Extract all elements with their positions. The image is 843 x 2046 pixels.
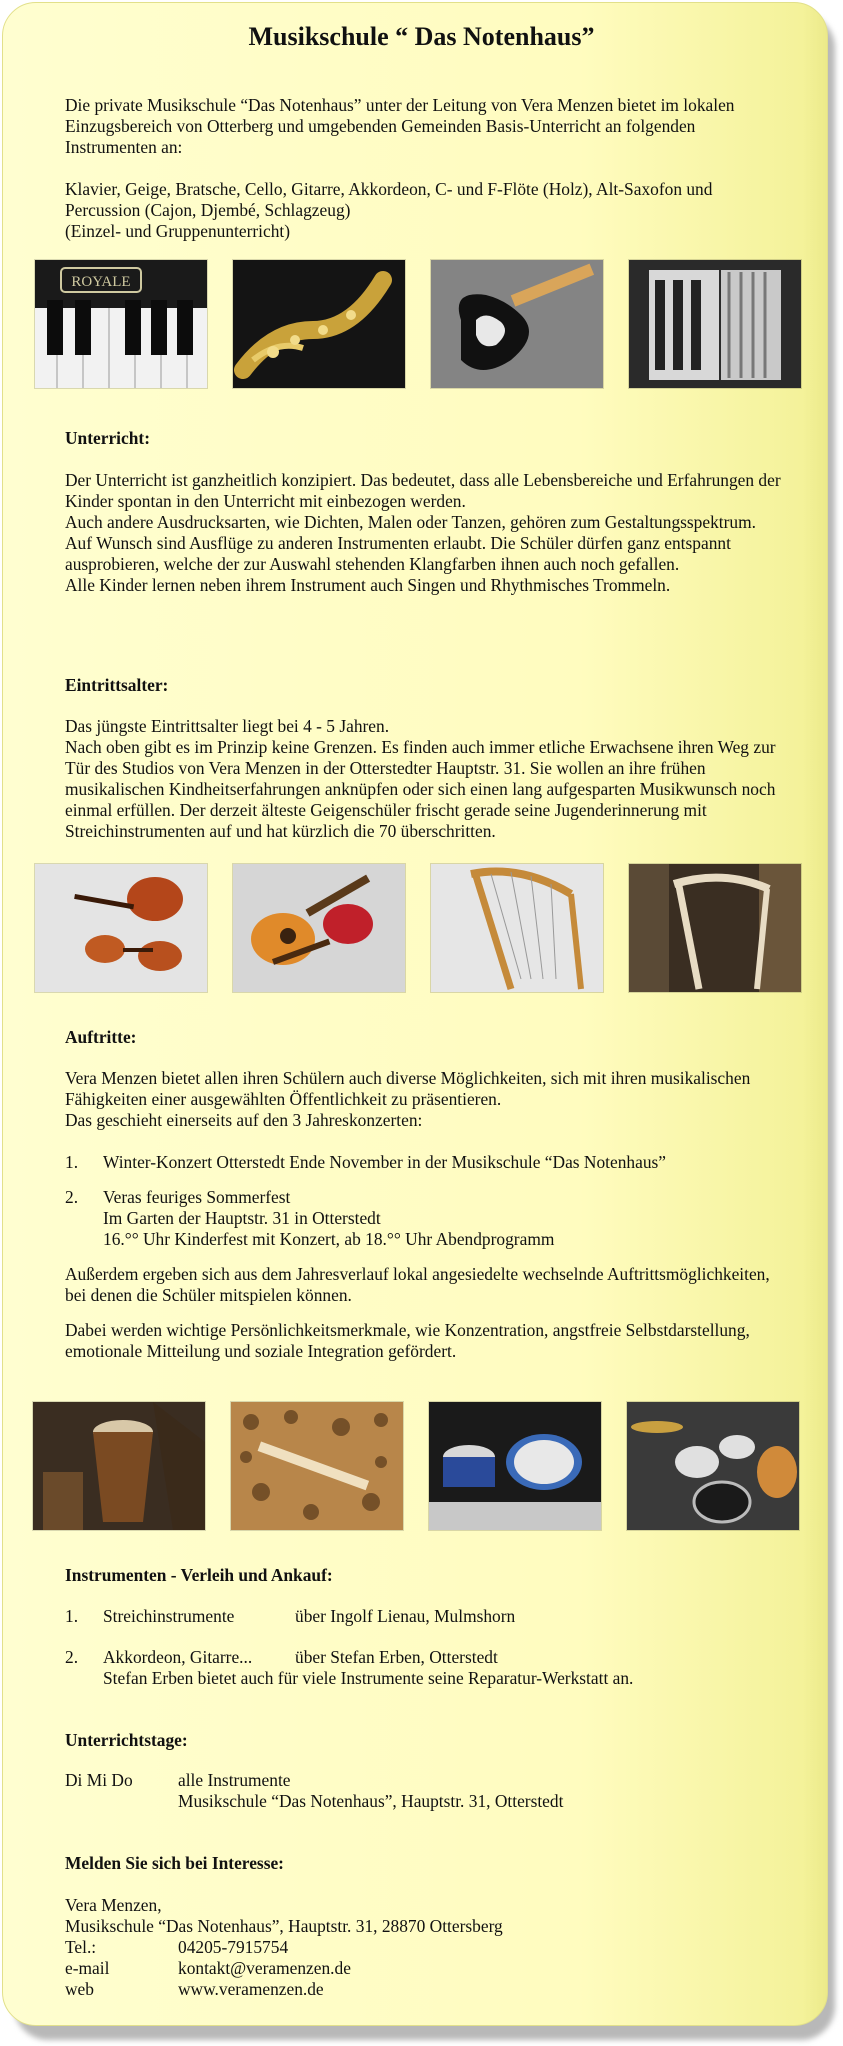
auftritte-additional: Außerdem ergeben sich aus dem Jahresverlauf lokal angesiedelte wechselnde Auftrittsmöglichkeiten, bei denen die Schüler mitspielen können. — [65, 1264, 770, 1305]
unterricht-line-4: Alle Kinder lernen neben ihrem Instrument auch Singen und Rhythmisches Trommeln. — [65, 575, 671, 595]
contact-name: Vera Menzen, — [65, 1895, 162, 1915]
page-title: Musikschule “ Das Notenhaus” — [248, 22, 595, 51]
verleih-item-2-note: Stefan Erben bietet auch für viele Instrumente seine Reparatur-Werkstatt an. — [103, 1668, 634, 1688]
verleih-item-2-contact: über Stefan Erben, Otterstedt — [295, 1647, 498, 1667]
lesson-instruments: alle Instrumente — [178, 1770, 291, 1790]
unterricht-text — [65, 470, 785, 596]
heading-kontakt: Melden Sie sich bei Interesse: — [65, 1853, 284, 1873]
contact-email-link[interactable]: kontakt@veramenzen.de — [178, 1958, 351, 1978]
instrument-list: Klavier, Geige, Bratsche, Cello, Gitarre, Akkordeon, C- und F-Flöte (Holz), Alt-Saxofon und Percussion (Cajon, Djembé, Schlagzeug) — [65, 179, 713, 220]
photo-saxophone — [233, 260, 405, 388]
verleih-item-1 — [65, 1606, 785, 1627]
verleih-item-2 — [65, 1647, 785, 1689]
photo-accordion — [629, 260, 801, 388]
intro-section — [65, 95, 785, 242]
auftritte-text — [65, 1068, 785, 1362]
auftritte-intro: Vera Menzen bietet allen ihren Schülern auch diverse Möglichkeiten, sich mit ihren musikalischen Fähigkeiten einer ausgewählten Öffentlichkeit zu präsentieren. — [65, 1068, 751, 1109]
concert-item-2-times: 16.°° Uhr Kinderfest mit Konzert, ab 18.°° Uhr Abendprogramm — [103, 1229, 555, 1249]
concert-item-1-text: Winter-Konzert Otterstedt Ende November in der Musikschule “Das Notenhaus” — [103, 1152, 667, 1172]
verleih-item-1-instruments: Streichinstrumente — [103, 1606, 235, 1626]
intro-paragraph: Die private Musikschule “Das Notenhaus” unter der Leitung von Vera Menzen bietet im lokalen Einzugsbereich von Otterberg und umgebenden Gemeinden Basis-Unterricht an folgenden Instrumenten an: — [65, 95, 735, 157]
verleih-item-1-number: 1. — [65, 1606, 79, 1626]
auftritte-benefits: Dabei werden wichtige Persönlichkeitsmerkmale, wie Konzentration, angstfreie Selbstdarstellung, emotionale Mitteilung und soziale Integration gefördert. — [65, 1320, 750, 1361]
heading-auftritte: Auftritte: — [65, 1027, 137, 1047]
concert-item-2-title: Veras feuriges Sommerfest — [103, 1187, 291, 1207]
photo-piano — [35, 260, 207, 388]
unterricht-line-1: Der Unterricht ist ganzheitlich konzipiert. Das bedeutet, dass alle Lebensbereiche und Erfahrungen der Kinder spontan in den Unterricht mit einbezogen werden. — [65, 470, 781, 511]
unterricht-line-3: Auf Wunsch sind Ausflüge zu anderen Instrumenten erlaubt. Die Schüler dürfen ganz entspannt ausprobieren, welche der zur Auswahl stehenden Klangfarben ihnen auch noch gefallen. — [65, 533, 731, 574]
concert-item-2-location: Im Garten der Hauptstr. 31 in Otterstedt — [103, 1208, 381, 1228]
contact-email-label: e-mail — [65, 1958, 110, 1978]
heading-verleih: Instrumenten - Verleih und Ankauf: — [65, 1565, 333, 1585]
verleih-item-2-number: 2. — [65, 1647, 79, 1667]
concert-item-1-number: 1. — [65, 1152, 79, 1172]
auftritte-concerts-intro: Das geschieht einerseits auf den 3 Jahreskonzerten: — [65, 1110, 423, 1130]
eintritt-text — [65, 716, 785, 842]
svg-text:ROYALE: ROYALE — [71, 274, 131, 290]
photo-electric-guitar — [431, 260, 603, 388]
concert-item-2 — [65, 1187, 785, 1250]
kontakt-text — [65, 1895, 785, 2000]
contact-address: Musikschule “Das Notenhaus”, Hauptstr. 31, 28870 Ottersberg — [65, 1916, 503, 1936]
photo-harp — [431, 864, 603, 992]
eintritt-line-2: Nach oben gibt es im Prinzip keine Grenzen. Es finden auch immer etliche Erwachsene ihren Weg zur Tür des Studios von Vera Menzen in der Otterstedter Hauptstr. 31. Sie wollen an ihre frühen musikalischen Kindheitserfahrungen anknüpfen oder sich einen lang aufgesparten Musikwunsch noch einmal erfüllen. Der derzeit älteste Geigenschüler frischt gerade seine Jugenderinnerung mit Streichinstrumenten auf und hat kürzlich die 70 überschritten. — [65, 737, 776, 841]
concert-item-2-number: 2. — [65, 1187, 79, 1207]
photo-drums — [429, 1402, 601, 1530]
verleih-item-2-instruments: Akkordeon, Gitarre... — [103, 1647, 253, 1667]
contact-web-label: web — [65, 1979, 94, 1999]
photo-guitars — [233, 864, 405, 992]
photo-harp-studio — [629, 864, 801, 992]
concert-item-1 — [65, 1152, 785, 1173]
contact-tel-label: Tel.: — [65, 1937, 97, 1957]
heading-eintrittsalter: Eintrittsalter: — [65, 675, 169, 695]
lesson-types: (Einzel- und Gruppenunterricht) — [65, 221, 291, 241]
heading-unterricht: Unterricht: — [65, 428, 150, 448]
unterricht-line-2: Auch andere Ausdrucksarten, wie Dichten, Malen oder Tanzen, gehören zum Gestaltungsspektrum. — [65, 512, 756, 532]
photo-drum-kit — [627, 1402, 799, 1530]
photo-string-instruments — [35, 864, 207, 992]
verleih-text — [65, 1606, 785, 1689]
contact-web-link[interactable]: www.veramenzen.de — [178, 1979, 324, 1999]
lesson-location: Musikschule “Das Notenhaus”, Hauptstr. 31, Otterstedt — [178, 1791, 564, 1811]
photo-djembe — [33, 1402, 205, 1530]
contact-tel[interactable]: 04205-7915754 — [178, 1937, 289, 1957]
heading-unterrichtstage: Unterrichtstage: — [65, 1730, 188, 1750]
photo-recorder — [231, 1402, 403, 1530]
verleih-item-1-contact: über Ingolf Lienau, Mulmshorn — [295, 1606, 516, 1626]
unterrichtstage-text — [65, 1770, 785, 1812]
lesson-days: Di Mi Do — [65, 1770, 133, 1790]
eintritt-line-1: Das jüngste Eintrittsalter liegt bei 4 - 5 Jahren. — [65, 716, 390, 736]
